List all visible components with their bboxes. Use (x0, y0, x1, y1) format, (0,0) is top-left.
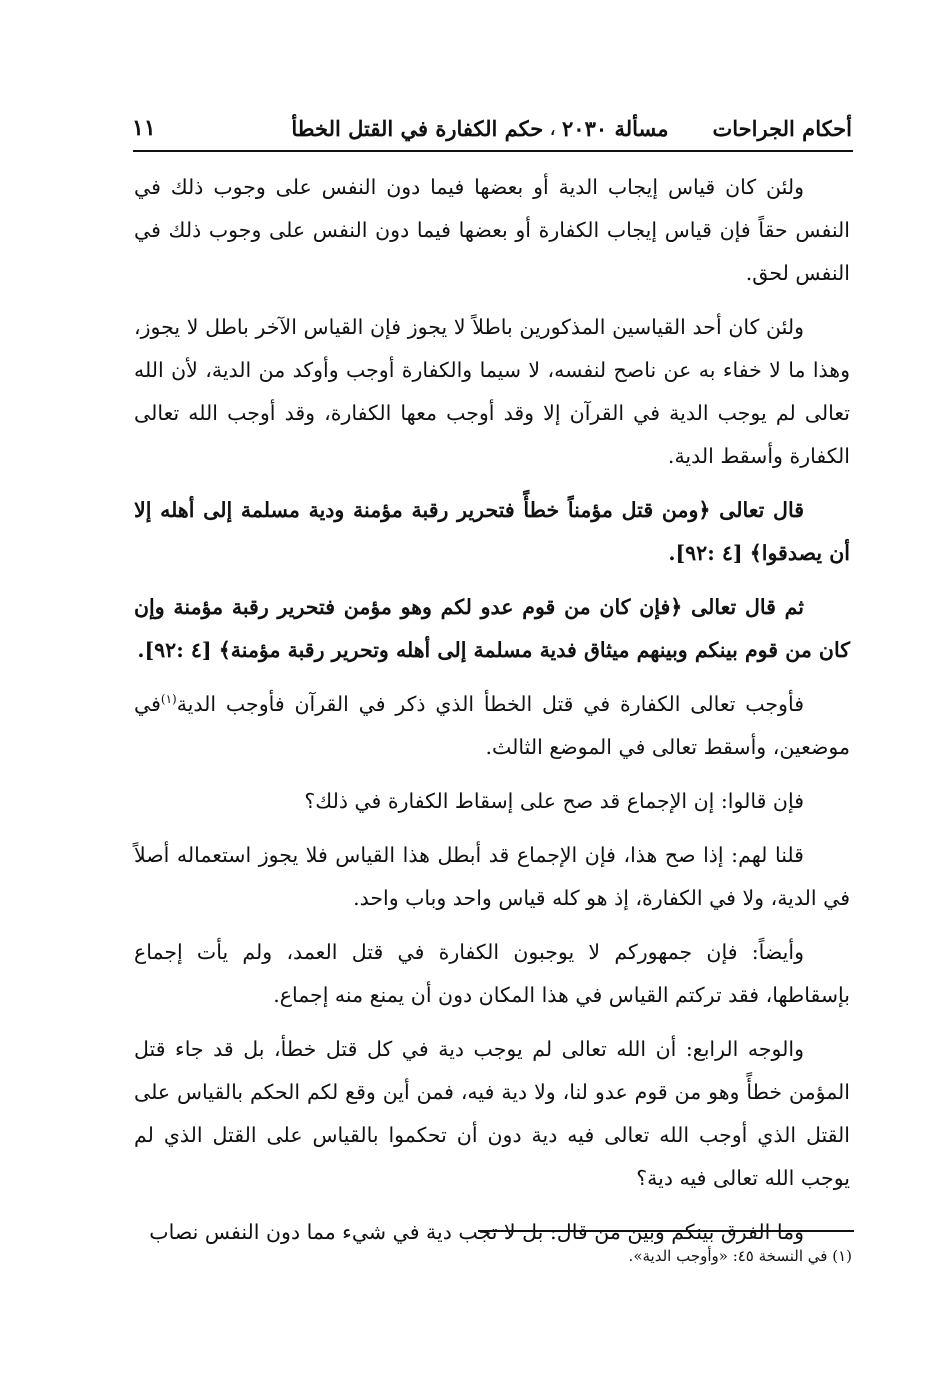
page-number: ١١ (132, 115, 156, 141)
issue-title: حكم الكفارة في القتل الخطأ (291, 115, 544, 141)
paragraph-9: والوجه الرابع: أن الله تعالى لم يوجب دية في كل قتل خطأ، بل قد جاء قتل المؤمن خطأً وهو من قوم عدو لنا، ولا دية فيه، فمن أين وقع لكم الحكم بالقياس على القتل الذي أوجب الله تعالى فيه دية دون أن تحكموا بالقياس على القتل الذي لم يوجب الله تعالى فيه دية؟ (134, 1037, 850, 1190)
header-separator: ، (549, 116, 557, 140)
quran-verse-2: ثم قال تعالى ﴿فإن كان من قوم عدو لكم وهو مؤمن فتحرير رقبة مؤمنة وإن كان من قوم بينكم وبينهم ميثاق فدية مسلمة إلى أهله وتحرير رقبة مؤمنة﴾ [٤ :٩٢]. (134, 595, 850, 662)
paragraph-5-continued: في موضعين، وأسقط تعالى في الموضع الثالث. (134, 692, 850, 759)
paragraph-5 (134, 683, 850, 769)
paragraph-10: وما الفرق بينكم وبين من قال: بل لا تجب دية في شيء مما دون النفس نصاب (149, 1220, 804, 1244)
issue-number: مسألة ٢٠٣٠ (562, 115, 669, 141)
paragraph-8: وأيضاً: فإن جمهوركم لا يوجبون الكفارة في قتل العمد، ولم يأت إجماع بإسقاطها، فقد تركتم القياس في هذا المكان دون أن يمنع منه إجماع. (134, 940, 850, 1007)
main-text (134, 166, 850, 1265)
paragraph-7: قلنا لهم: إذا صح هذا، فإن الإجماع قد أبطل هذا القياس فلا يجوز استعماله أصلاً في الدية، ولا في الكفارة، إذ هو كله قياس واحد وباب واحد. (134, 843, 850, 910)
paragraph-2: ولئن كان أحد القياسين المذكورين باطلاً لا يجوز فإن القياس الآخر باطل لا يجوز، وهذا ما لا خفاء به عن ناصح لنفسه، لا سيما والكفارة أوجب وأوكد من الدية، لأن الله تعالى لم يوجب الدية في القرآن إلا وقد أوجب معها الكفارة، وقد أوجب الله تعالى الكفارة وأسقط الدية. (134, 315, 850, 468)
quran-verse-1: قال تعالى ﴿ومن قتل مؤمناً خطأً فتحرير رقبة مؤمنة ودية مسلمة إلى أهله إلا أن يصدقوا﴾ [٤ :٩٢]. (134, 498, 850, 565)
footnote-marker: (١) (160, 692, 177, 707)
footnote: (١) في النسخة ٤٥: «وأوجب الدية». (628, 1247, 852, 1265)
book-title: أحكام الجراحات (712, 115, 852, 141)
paragraph-1: ولئن كان قياس إيجاب الدية أو بعضها فيما دون النفس على وجوب ذلك في النفس حقاً فإن قياس إيجاب الكفارة أو بعضها فيما دون النفس على وجوب ذلك في النفس لحق. (134, 175, 850, 285)
running-header (132, 108, 852, 148)
header-rule (133, 150, 853, 152)
paragraph-5-text: فأوجب تعالى الكفارة في قتل الخطأ الذي ذكر في القرآن فأوجب الدية (176, 692, 804, 716)
footnote-rule (478, 1230, 854, 1232)
paragraph-6: فإن قالوا: إن الإجماع قد صح على إسقاط الكفارة في ذلك؟ (304, 789, 804, 813)
